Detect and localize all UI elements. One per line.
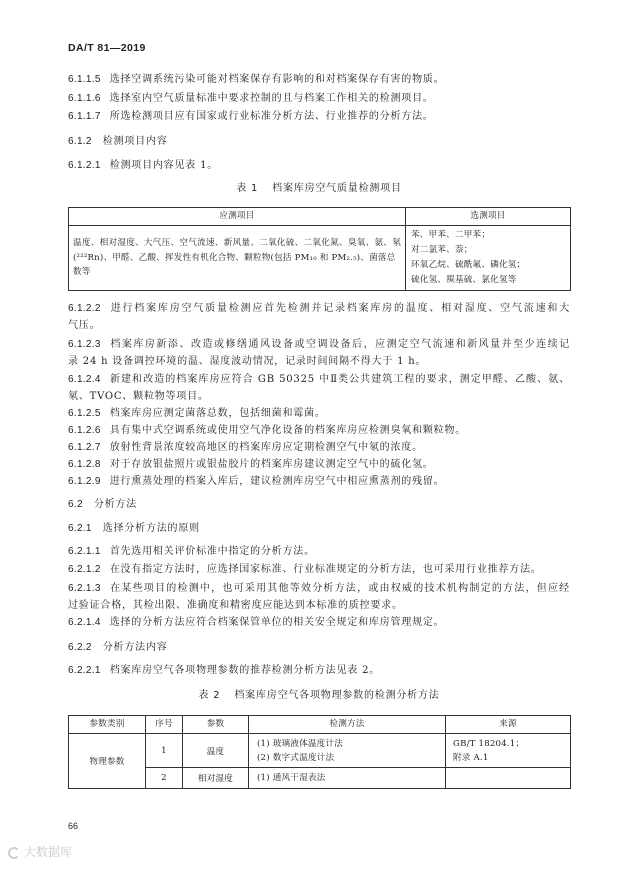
clause-text: 选择室内空气质量标准中要求控制的且与档案工作相关的检测项目。 <box>109 93 434 104</box>
table-caption-title: 档案库房空气各项物理参数的检测分析方法 <box>234 690 440 701</box>
clause-text: 进行熏蒸处理的档案入库后，建议检测库房空气中相应熏蒸剂的残留。 <box>109 476 445 487</box>
clause-number: 6.1.2.8 <box>68 459 101 470</box>
clause-text: 新建和改造的档案库房应符合 GB 50325 中Ⅱ类公共建筑工程的要求，测定甲醛、乙酸、氨、 <box>109 374 570 385</box>
clause-number: 6.2.1.3 <box>68 583 101 594</box>
clause-number: 6.1.2.3 <box>68 339 101 350</box>
table-caption-title: 档案库房空气质量检测项目 <box>272 183 402 194</box>
table-header-cell: 应测项目 <box>69 208 406 226</box>
clause-6-2-1-4 <box>68 614 570 631</box>
optional-items-cell <box>406 226 571 291</box>
source-cell <box>446 768 571 789</box>
section-heading-6-1-2 <box>68 133 570 150</box>
table-1-grid <box>68 207 571 291</box>
clause-number: 6.2.1.1 <box>68 546 101 557</box>
clause-text: 档案库房新添、改造或修缮通风设备或空调设备后，应测定空气流速和新风量并至少连续记 <box>109 339 570 350</box>
parameter-cell: 温度 <box>183 734 249 768</box>
table-2-caption <box>68 687 570 704</box>
clause-text: 首先选用相关评价标准中指定的分析方法。 <box>109 546 315 557</box>
table-header-cell: 参数类别 <box>69 716 146 734</box>
clause-number: 6.1.2.4 <box>68 374 101 385</box>
clause-text: 录 24 h 设备调控环境的温、湿度波动情况，记录时间间隔不得大于 1 h。 <box>68 356 427 368</box>
page-number: 66 <box>68 821 79 831</box>
table-row <box>69 226 571 291</box>
clause-text: 在某些项目的检测中，也可采用其他等效分析方法，或由权威的技术机构制定的方法，但应经 <box>109 583 570 594</box>
section-number: 6.2.2 <box>68 642 92 653</box>
clause-text: 氡、TVOC、颗粒物等项目。 <box>68 391 209 403</box>
method-cell <box>249 768 446 789</box>
clause-text: 具有集中式空调系统或使用空气净化设备的档案库房应检测臭氧和颗粒物。 <box>109 425 467 436</box>
category-cell: 物理参数 <box>69 734 146 789</box>
cell-line: 数等 <box>73 267 91 278</box>
section-title: 选择分析方法的原则 <box>102 523 200 534</box>
clause-6-1-1-5 <box>68 71 570 88</box>
clause-number: 6.1.2.9 <box>68 476 101 487</box>
clause-number: 6.1.2.1 <box>68 160 101 171</box>
clause-text: 选择空调系统污染可能对档案保存有影响的和对档案保存有害的物质。 <box>109 74 445 85</box>
clause-number: 6.2.1.4 <box>68 617 101 628</box>
table-1-caption <box>68 180 570 197</box>
clause-text: 所选检测项目应有国家或行业标准分析方法、行业推荐的分析方法。 <box>109 111 434 122</box>
clause-number: 6.1.2.2 <box>68 303 101 314</box>
row-number-cell: 1 <box>146 734 183 768</box>
table-2 <box>68 715 570 789</box>
table-header-cell: 检测方法 <box>249 716 446 734</box>
cell-line: 对二氯苯、萘； <box>411 245 473 256</box>
source-cell <box>446 734 571 768</box>
table-header-row <box>69 208 571 226</box>
clause-text: 检测项目内容见表 1。 <box>109 160 219 171</box>
clause-text: 进行档案库房空气质量检测应首先检测并记录档案库房的温度、相对湿度、空气流速和大 <box>109 303 570 314</box>
document-code: DA/T 81—2019 <box>68 42 146 54</box>
cell-line: (²²²Rn)、甲醛、乙酸、挥发性有机化合物、颗粒物(包括 PM₁₀ 和 PM₂.₅)、菌落总 <box>73 252 396 263</box>
clause-text: 档案库房应测定菌落总数，包括细菌和霉菌。 <box>109 408 326 419</box>
method-line: (1) 玻璃液体温度计法 <box>257 738 344 749</box>
watermark-logo-icon <box>8 847 20 859</box>
clause-number: 6.1.1.6 <box>68 93 101 104</box>
clause-6-1-1-6 <box>68 90 570 107</box>
clause-text: 档案库房空气各项物理参数的推荐检测分析方法见表 2。 <box>109 665 381 676</box>
table-1 <box>68 207 570 291</box>
clause-text: 放射性背景浓度较高地区的档案库房应定期检测空气中氡的浓度。 <box>109 442 423 453</box>
cell-line: 环氧乙烷、硫酰氟、磷化氢； <box>411 260 526 270</box>
cell-line: 温度、相对湿度、大气压、空气流速、新风量、二氧化硫、二氧化氮、臭氧、氨、氡 <box>73 237 401 248</box>
clause-number: 6.1.2.7 <box>68 442 101 453</box>
section-title: 分析方法 <box>93 499 138 510</box>
watermark-text: 大数据库 <box>24 845 73 859</box>
clause-number: 6.1.1.7 <box>68 111 101 122</box>
section-title: 分析方法内容 <box>102 642 168 653</box>
section-number: 6.2.1 <box>68 523 92 534</box>
section-number: 6.1.2 <box>68 136 92 147</box>
table-2-grid <box>68 715 571 789</box>
clause-6-2-2-1 <box>68 662 570 679</box>
cell-line: 硫化氢、羰基硫、氯化氢等 <box>411 274 517 285</box>
clause-number: 6.2.2.1 <box>68 665 101 676</box>
clause-text: 对于存放银盐照片或银盐胶片的档案库房建议测定空气中的硫化氢。 <box>109 459 434 470</box>
section-heading-6-2 <box>68 496 570 513</box>
clause-text: 选择的分析方法应符合档案保管单位的相关安全规定和库房管理规定。 <box>109 617 445 628</box>
clause-number: 6.1.1.5 <box>68 74 101 85</box>
clause-6-1-2-6 <box>68 422 570 439</box>
clause-number: 6.2.1.2 <box>68 564 101 575</box>
section-number: 6.2 <box>68 499 83 510</box>
clause-6-1-2-2 <box>68 300 570 335</box>
clause-text: 气压。 <box>68 320 101 332</box>
clause-6-1-1-7 <box>68 108 570 125</box>
method-cell <box>249 734 446 768</box>
section-heading-6-2-2 <box>68 639 570 656</box>
source-line: GB/T 18204.1； <box>453 738 525 749</box>
clause-6-1-2-5 <box>68 405 570 422</box>
table-caption-number: 表 1 <box>236 183 259 194</box>
clause-6-1-2-1 <box>68 157 570 174</box>
clause-number: 6.1.2.5 <box>68 408 101 419</box>
clause-6-1-2-4 <box>68 371 570 406</box>
clause-6-1-2-7 <box>68 439 570 456</box>
method-line: (1) 通风干湿表法 <box>257 773 326 783</box>
section-title: 检测项目内容 <box>102 136 168 147</box>
parameter-cell: 相对湿度 <box>183 768 249 789</box>
clause-text: 过验证合格，其检出限、准确度和精密度应能达到本标准的质控要求。 <box>68 600 403 612</box>
source-line: 附录 A.1 <box>453 752 489 763</box>
clause-6-2-1-1 <box>68 543 570 560</box>
watermark <box>8 843 72 861</box>
table-header-row <box>69 716 571 734</box>
clause-6-2-1-3 <box>68 580 570 615</box>
row-number-cell: 2 <box>146 768 183 789</box>
section-heading-6-2-1 <box>68 520 570 537</box>
clause-6-1-2-9 <box>68 473 570 490</box>
table-header-cell: 参数 <box>183 716 249 734</box>
clause-6-2-1-2 <box>68 561 570 578</box>
table-row <box>69 734 571 768</box>
table-caption-number: 表 2 <box>198 690 221 701</box>
table-header-cell: 序号 <box>146 716 183 734</box>
clause-number: 6.1.2.6 <box>68 425 101 436</box>
required-items-cell <box>69 226 406 291</box>
clause-text: 在没有指定方法时，应选择国家标准、行业标准规定的分析方法，也可采用行业推荐方法。 <box>109 564 542 575</box>
clause-6-1-2-3 <box>68 336 570 371</box>
method-line: (2) 数字式温度计法 <box>257 752 335 763</box>
table-header-cell: 选测项目 <box>406 208 571 226</box>
table-header-cell: 来源 <box>446 716 571 734</box>
cell-line: 苯、甲苯、二甲苯； <box>411 230 491 241</box>
clause-6-1-2-8 <box>68 456 570 473</box>
